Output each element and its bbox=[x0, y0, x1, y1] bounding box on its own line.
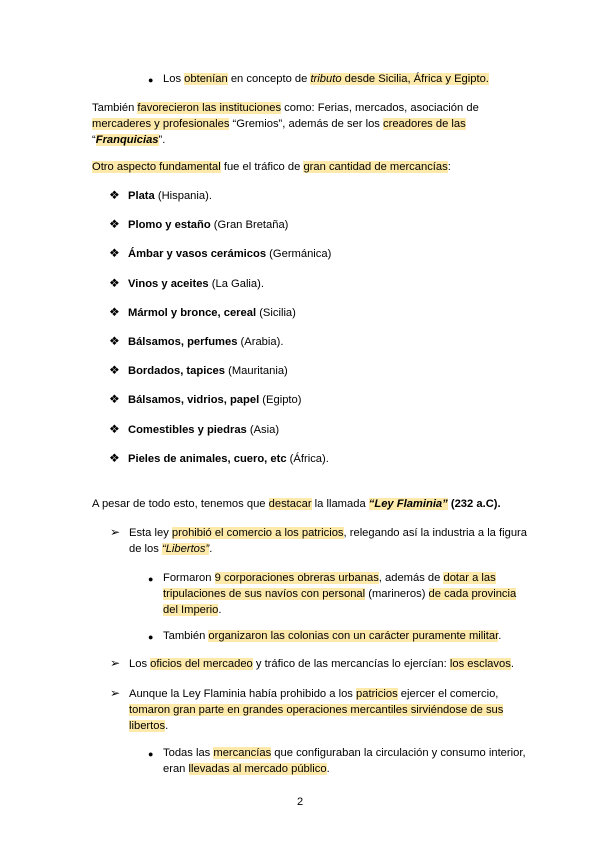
bullet-item: Los obtenían en concepto de tributo desde Sicilia, África y Egipto. bbox=[163, 73, 489, 85]
goods-item bbox=[128, 246, 331, 262]
goods-item-name: Bordados, tapices bbox=[128, 365, 225, 377]
paragraph: También favorecieron las instituciones como: Ferias, mercados, asociación de mercaderes y profesionales “Gremios”, además de ser los creadores de las “Franquicias”. bbox=[92, 102, 479, 146]
goods-item bbox=[128, 451, 329, 467]
arrow-bullet-icon: ➢ bbox=[110, 525, 121, 539]
diamond-bullet-icon: ❖ bbox=[109, 305, 120, 319]
goods-item-origin: (La Galia). bbox=[208, 278, 264, 290]
goods-item bbox=[128, 305, 296, 321]
paragraph: Otro aspecto fundamental fue el tráfico de gran cantidad de mercancías: bbox=[92, 161, 451, 173]
arrow-item: Los oficios del mercadeo y tráfico de las mercancías lo ejercían: los esclavos. bbox=[129, 658, 514, 670]
bullet-dot-icon: ● bbox=[148, 749, 154, 759]
diamond-bullet-icon: ❖ bbox=[109, 392, 120, 406]
goods-item bbox=[128, 334, 283, 350]
goods-item-origin: (Asia) bbox=[246, 424, 280, 436]
goods-item-origin: (Germánica) bbox=[266, 248, 332, 260]
goods-item-name: Pieles de animales, cuero, etc bbox=[128, 453, 287, 465]
arrow-item: Esta ley prohibió el comercio a los patricios, relegando así la industria a la figura de los “Libertos”. bbox=[129, 527, 527, 555]
bullet-item: Formaron 9 corporaciones obreras urbanas, además de dotar a las tripulaciones de sus navíos con personal (marineros) de cada provincia del Imperio. bbox=[163, 572, 517, 616]
diamond-bullet-icon: ❖ bbox=[109, 334, 120, 348]
goods-item bbox=[128, 276, 264, 292]
goods-item-origin: (Mauritania) bbox=[224, 365, 288, 377]
goods-item bbox=[128, 363, 288, 379]
goods-item-name: Ámbar y vasos cerámicos bbox=[128, 248, 267, 260]
goods-item-name: Mármol y bronce, cereal bbox=[128, 307, 257, 319]
goods-item bbox=[128, 217, 288, 233]
diamond-bullet-icon: ❖ bbox=[109, 217, 120, 231]
diamond-bullet-icon: ❖ bbox=[109, 451, 120, 465]
goods-item-origin: (África). bbox=[286, 453, 329, 465]
bullet-dot-icon: ● bbox=[148, 75, 154, 85]
goods-item bbox=[128, 392, 301, 408]
goods-item-origin: (Hispania). bbox=[154, 190, 212, 202]
bullet-item: También organizaron las colonias con un carácter puramente militar. bbox=[163, 630, 502, 642]
goods-item bbox=[128, 422, 279, 438]
goods-item bbox=[128, 188, 212, 204]
goods-item-name: Bálsamos, vidrios, papel bbox=[128, 394, 260, 406]
goods-item-name: Plomo y estaño bbox=[128, 219, 211, 231]
bullet-dot-icon: ● bbox=[148, 632, 154, 642]
bullet-dot-icon: ● bbox=[148, 574, 154, 584]
arrow-bullet-icon: ➢ bbox=[110, 686, 121, 700]
goods-item-origin: (Egipto) bbox=[259, 394, 302, 406]
arrow-bullet-icon: ➢ bbox=[110, 656, 121, 670]
diamond-bullet-icon: ❖ bbox=[109, 276, 120, 290]
diamond-bullet-icon: ❖ bbox=[109, 188, 120, 202]
goods-item-origin: (Sicilia) bbox=[256, 307, 296, 319]
diamond-bullet-icon: ❖ bbox=[109, 422, 120, 436]
goods-item-origin: (Arabia). bbox=[237, 336, 284, 348]
goods-item-origin: (Gran Bretaña) bbox=[210, 219, 289, 231]
page-number: 2 bbox=[296, 796, 304, 808]
diamond-bullet-icon: ❖ bbox=[109, 246, 120, 260]
bullet-item: Todas las mercancías que configuraban la circulación y consumo interior, eran llevadas al mercado público. bbox=[163, 747, 526, 775]
paragraph: A pesar de todo esto, tenemos que destacar la llamada “Ley Flaminia” (232 a.C). bbox=[92, 498, 501, 510]
arrow-item: Aunque la Ley Flaminia había prohibido a los patricios ejercer el comercio, tomaron gran parte en grandes operaciones mercantiles sirviéndose de sus libertos. bbox=[129, 688, 504, 732]
goods-item-name: Comestibles y piedras bbox=[128, 424, 247, 436]
goods-item-name: Vinos y aceites bbox=[128, 278, 209, 290]
goods-item-name: Plata bbox=[128, 190, 155, 202]
goods-item-name: Bálsamos, perfumes bbox=[128, 336, 238, 348]
diamond-bullet-icon: ❖ bbox=[109, 363, 120, 377]
